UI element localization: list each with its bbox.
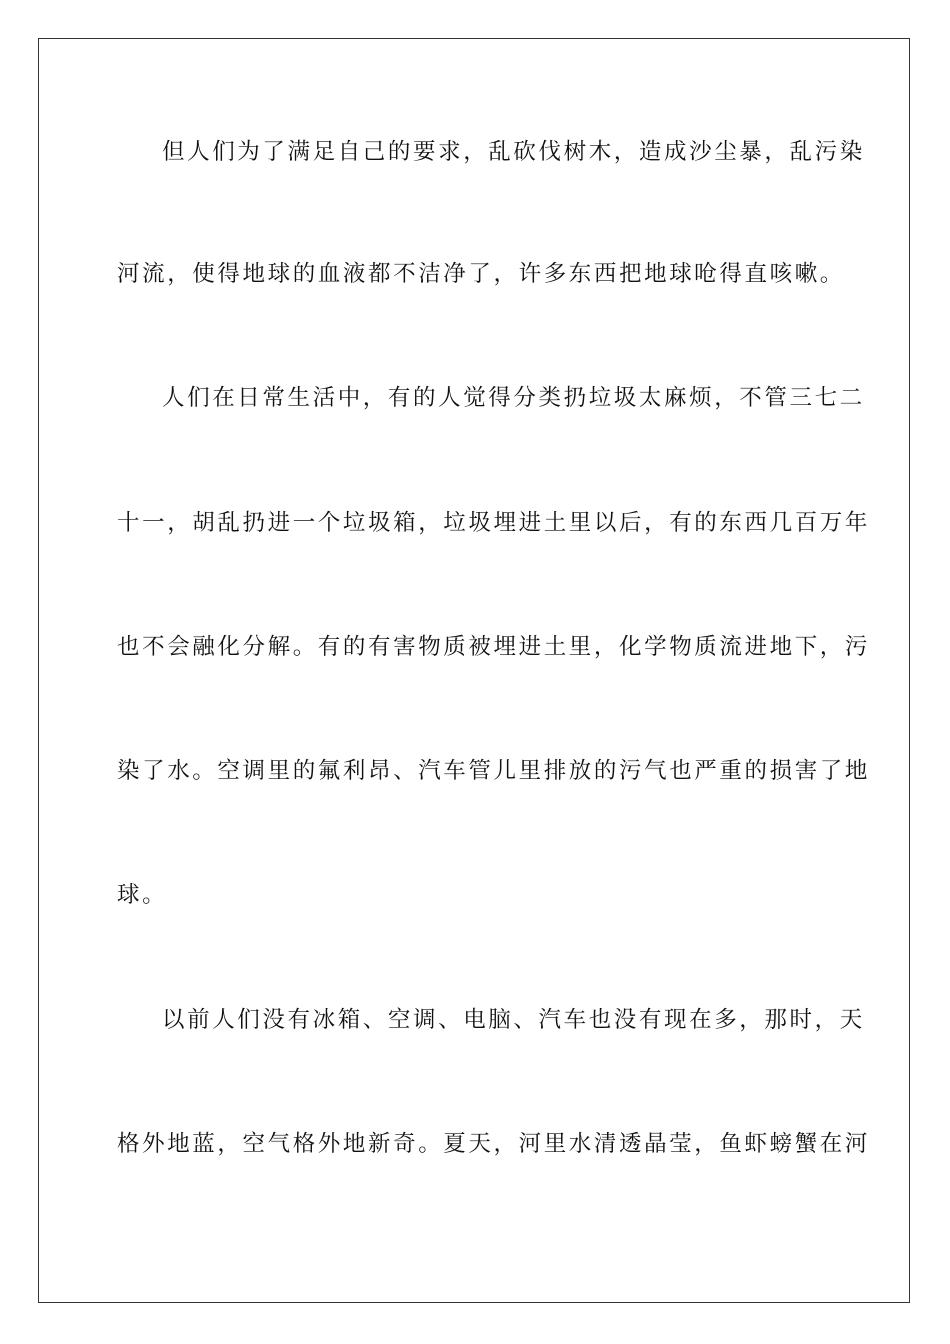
paragraph-3-line-2: 格外地蓝，空气格外地新奇。夏天，河里水清透晶莹，鱼虾螃蟹在河: [117, 1131, 871, 1157]
paragraph-2-line-2: 十一，胡乱扔进一个垃圾箱，垃圾埋进土里以后，有的东西几百万年: [117, 510, 871, 536]
paragraph-2-line-5: 球。: [117, 882, 168, 908]
paragraph-1-line-1: 但人们为了满足自己的要求，乱砍伐树木，造成沙尘暴，乱污染: [162, 139, 865, 165]
paragraph-2-line-3: 也不会融化分解。有的有害物质被埋进土里，化学物质流进地下，污: [117, 634, 871, 660]
paragraph-2-line-4: 染了水。空调里的氟利昂、汽车管儿里排放的污气也严重的损害了地: [117, 758, 871, 784]
page-border: [38, 38, 910, 1303]
paragraph-3-line-1: 以前人们没有冰箱、空调、电脑、汽车也没有现在多，那时，天: [162, 1007, 865, 1033]
paragraph-1-line-2: 河流，使得地球的血液都不洁净了，许多东西把地球呛得直咳嗽。: [117, 261, 845, 287]
paragraph-2-line-1: 人们在日常生活中，有的人觉得分类扔垃圾太麻烦，不管三七二: [162, 385, 865, 411]
